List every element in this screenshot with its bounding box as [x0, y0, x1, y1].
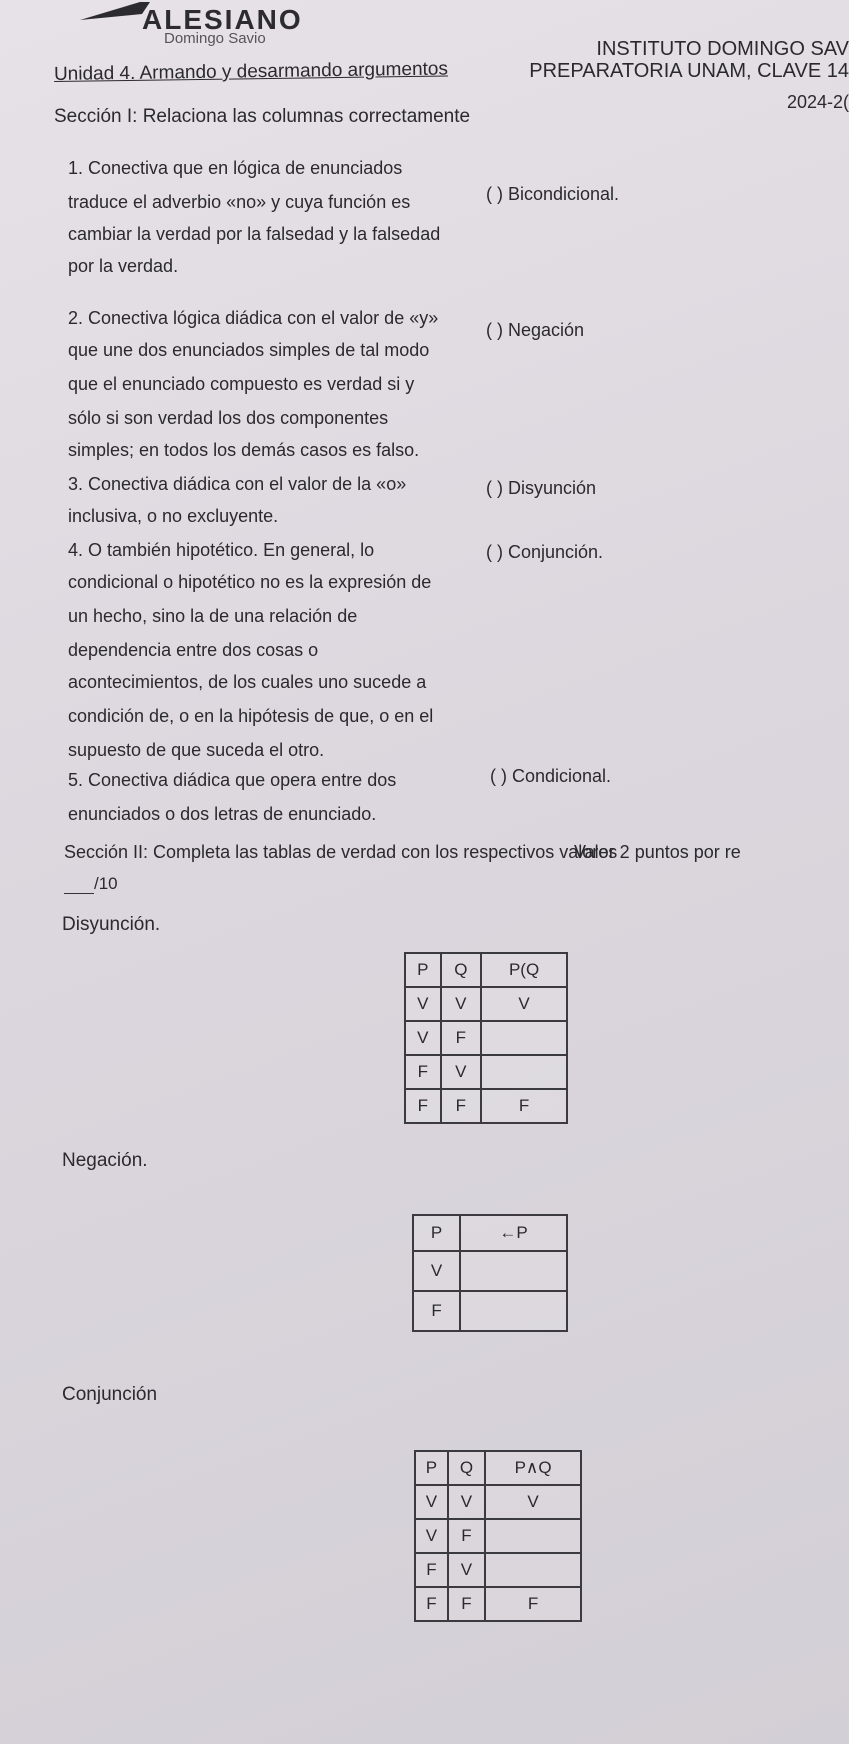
option-negacion[interactable]: ( ) Negación: [486, 320, 585, 340]
disyuncion-label: Disyunción.: [62, 914, 161, 935]
table-cell: V: [415, 1519, 448, 1553]
answer-cell[interactable]: [460, 1291, 567, 1331]
table-row: [413, 1291, 567, 1331]
table-cell: F: [485, 1587, 581, 1621]
q3-line: 3. Conectiva diádica con el valor de la «o»: [68, 474, 407, 494]
q4-line: condicional o hipotético no es la expresión de: [68, 572, 432, 592]
table-cell: F: [448, 1519, 485, 1553]
q4-line: un hecho, sino la de una relación de: [68, 606, 358, 626]
q4-line: condición de, o en la hipótesis de que, o en el: [68, 706, 434, 726]
table-row: [415, 1587, 581, 1621]
header-cell: Q: [441, 953, 482, 987]
table-cell: F: [405, 1055, 441, 1089]
brand-subtitle: Domingo Savio: [164, 30, 266, 47]
q4-line: dependencia entre dos cosas o: [68, 640, 319, 660]
conjuncion-table: [414, 1450, 582, 1622]
table-cell: V: [413, 1251, 460, 1291]
table-cell: F: [413, 1291, 460, 1331]
q2-line: sólo si son verdad los dos componentes: [68, 408, 389, 428]
table-row: [415, 1519, 581, 1553]
table-cell: F: [405, 1089, 441, 1123]
q2-line: que une dos enunciados simples de tal modo: [68, 340, 430, 360]
q4-line: acontecimientos, de los cuales uno sucede a: [68, 672, 427, 692]
q4-line: supuesto de que suceda el otro.: [68, 740, 325, 760]
table-cell: V: [405, 987, 441, 1021]
table-cell: F: [415, 1553, 448, 1587]
negacion-table: [412, 1214, 568, 1332]
negacion-label: Negación.: [62, 1150, 148, 1171]
table-cell: F: [441, 1021, 482, 1055]
disyuncion-table: [404, 952, 568, 1124]
brand-name: ALESIANO: [142, 4, 303, 35]
table-row: [405, 1089, 567, 1123]
table-cell: V: [485, 1485, 581, 1519]
table-row: [405, 1055, 567, 1089]
answer-cell[interactable]: [481, 1021, 567, 1055]
option-disyuncion[interactable]: ( ) Disyunción: [486, 478, 597, 498]
table-cell: F: [448, 1587, 485, 1621]
q5-line: enunciados o dos letras de enunciado.: [68, 804, 377, 824]
table-header-row: [415, 1451, 581, 1485]
q3-line: inclusiva, o no excluyente.: [68, 506, 279, 526]
value-note: Valor 2 puntos por re: [574, 842, 741, 862]
header-cell: ←P: [460, 1215, 567, 1251]
table-cell: F: [441, 1089, 482, 1123]
answer-cell[interactable]: [485, 1519, 581, 1553]
header-cell: P: [405, 953, 441, 987]
table-row: [413, 1251, 567, 1291]
section1-title: Sección I: Relaciona las columnas correctamente: [54, 106, 471, 127]
header-cell: P∧Q: [485, 1451, 581, 1485]
table-row: [405, 1021, 567, 1055]
school-year: 2024-2(: [786, 92, 849, 112]
option-conjuncion[interactable]: ( ) Conjunción.: [486, 542, 604, 562]
q4-line: 4. O también hipotético. En general, lo: [68, 540, 375, 560]
table-row: [415, 1553, 581, 1587]
answer-cell[interactable]: [481, 1055, 567, 1089]
answer-cell[interactable]: [485, 1553, 581, 1587]
unit-title: Unidad 4. Armando y desarmando argumentos: [53, 58, 449, 85]
conjuncion-label: Conjunción: [62, 1384, 158, 1405]
table-cell: V: [441, 1055, 482, 1089]
section2-title: Sección II: Completa las tablas de verdad con los respectivos valores: [64, 842, 618, 862]
score-blank[interactable]: [64, 879, 94, 894]
q1-line: por la verdad.: [68, 256, 179, 276]
header-cell: P: [415, 1451, 448, 1485]
table-cell: V: [405, 1021, 441, 1055]
table-cell: V: [448, 1485, 485, 1519]
table-cell: V: [415, 1485, 448, 1519]
table-cell: F: [481, 1089, 567, 1123]
answer-cell[interactable]: [460, 1251, 567, 1291]
logo-swoosh-icon: [80, 0, 150, 24]
q1-line: cambiar la verdad por la falsedad y la falsedad: [68, 224, 441, 244]
table-header-row: [413, 1215, 567, 1251]
table-cell: V: [481, 987, 567, 1021]
header-cell: Q: [448, 1451, 485, 1485]
header-cell: P: [413, 1215, 460, 1251]
table-row: [415, 1485, 581, 1519]
prepa-clave: PREPARATORIA UNAM, CLAVE 14: [529, 60, 849, 82]
q2-line: simples; en todos los demás casos es falso.: [68, 440, 420, 460]
table-cell: V: [448, 1553, 485, 1587]
q1-line: traduce el adverbio «no» y cuya función es: [68, 192, 411, 212]
table-cell: F: [415, 1587, 448, 1621]
option-condicional[interactable]: ( ) Condicional.: [490, 766, 612, 786]
q2-line: 2. Conectiva lógica diádica con el valor de «y»: [68, 308, 439, 328]
option-bicondicional[interactable]: ( ) Bicondicional.: [486, 184, 620, 204]
table-cell: V: [441, 987, 482, 1021]
header-cell: P(Q: [481, 953, 567, 987]
table-header-row: [405, 953, 567, 987]
score-line: [64, 874, 118, 894]
table-row: [405, 987, 567, 1021]
q2-line: que el enunciado compuesto es verdad si y: [68, 374, 415, 394]
q1-line: 1. Conectiva que en lógica de enunciados: [68, 158, 403, 178]
institute-name: INSTITUTO DOMINGO SAV: [596, 38, 849, 60]
score-total: /10: [94, 874, 118, 893]
q5-line: 5. Conectiva diádica que opera entre dos: [68, 770, 397, 790]
